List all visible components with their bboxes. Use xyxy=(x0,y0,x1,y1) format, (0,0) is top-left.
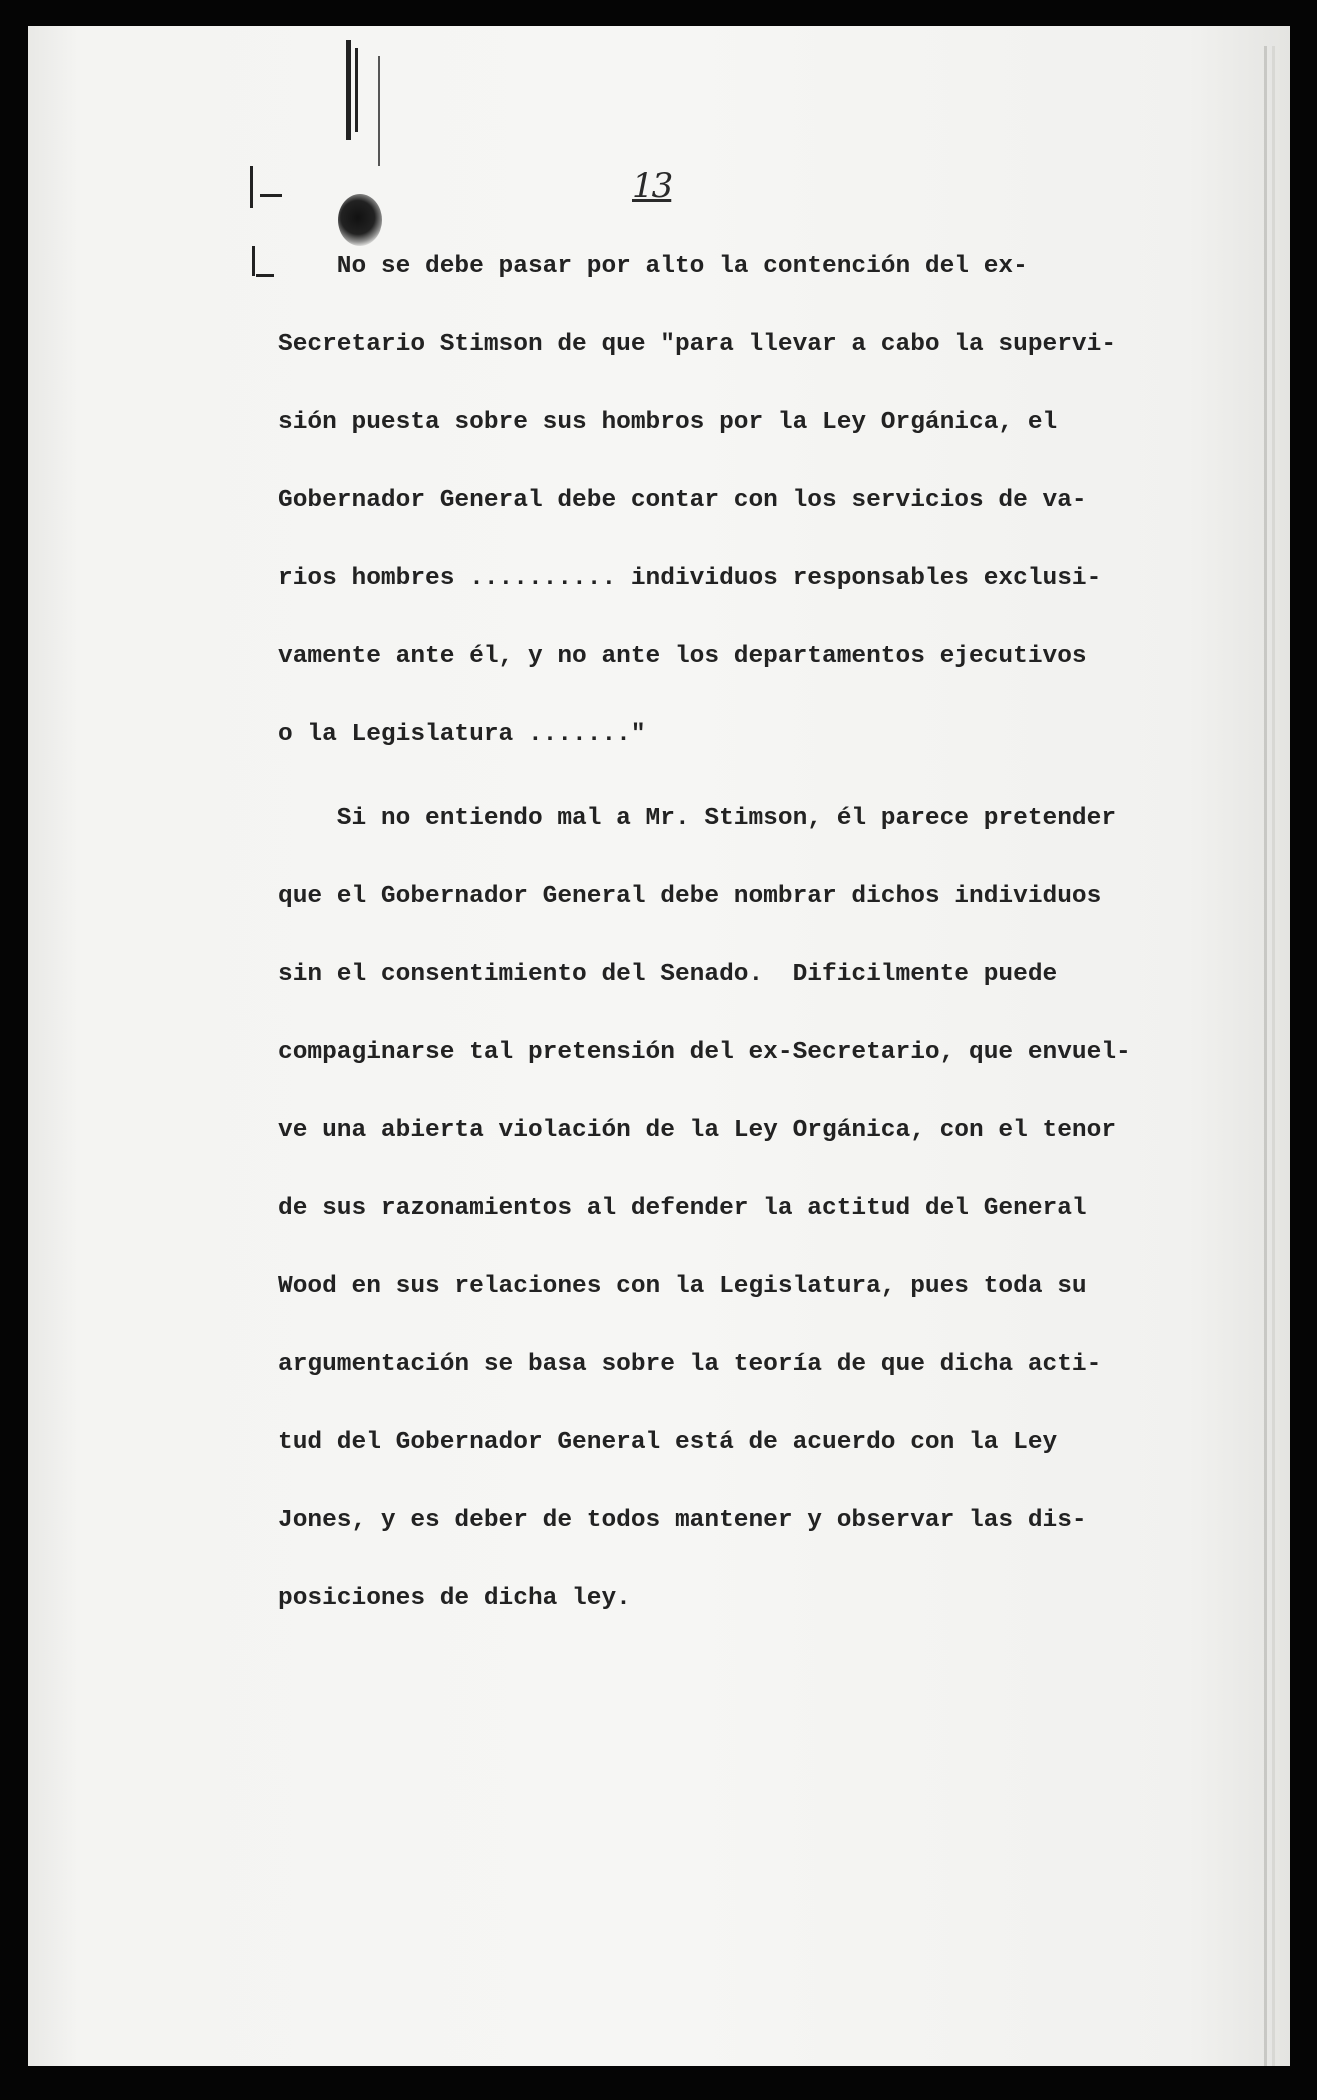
margin-mark xyxy=(256,274,274,277)
text-line: compaginarse tal pretensión del ex-Secretario, que envuel- xyxy=(278,1039,1131,1066)
margin-mark xyxy=(250,166,253,208)
text-line: Jones, y es deber de todos mantener y observar las dis- xyxy=(278,1507,1087,1534)
page-edge-shadow xyxy=(1264,46,1267,2066)
text-line: argumentación se basa sobre la teoría de que dicha acti- xyxy=(278,1351,1102,1378)
margin-mark xyxy=(260,194,282,197)
text-line: o la Legislatura ......." xyxy=(278,721,646,748)
text-line: Gobernador General debe contar con los servicios de va- xyxy=(278,487,1087,514)
text-line: rios hombres .......... individuos responsables exclusi- xyxy=(278,565,1102,592)
text-line: sión puesta sobre sus hombros por la Ley Orgánica, el xyxy=(278,409,1058,436)
paper-page xyxy=(28,26,1290,2066)
margin-mark xyxy=(355,48,358,132)
text-line: Wood en sus relaciones con la Legislatura, pues toda su xyxy=(278,1273,1087,1300)
text-line: ve una abierta violación de la Ley Orgánica, con el tenor xyxy=(278,1117,1117,1144)
margin-mark xyxy=(346,40,351,140)
text-line: Si no entiendo mal a Mr. Stimson, él parece pretender xyxy=(278,805,1117,832)
ink-blot xyxy=(338,194,382,246)
margin-mark xyxy=(378,56,380,166)
text-line: posiciones de dicha ley. xyxy=(278,1585,631,1612)
text-line: de sus razonamientos al defender la actitud del General xyxy=(278,1195,1087,1222)
text-line: No se debe pasar por alto la contención del ex- xyxy=(278,253,1028,280)
text-line: sin el consentimiento del Senado. Dificilmente puede xyxy=(278,961,1058,988)
text-line: tud del Gobernador General está de acuerdo con la Ley xyxy=(278,1429,1058,1456)
text-line: Secretario Stimson de que "para llevar a cabo la supervi- xyxy=(278,331,1117,358)
page-edge-shadow xyxy=(1272,46,1275,2066)
text-line: vamente ante él, y no ante los departamentos ejecutivos xyxy=(278,643,1087,670)
page-number: 13 xyxy=(632,166,672,206)
text-line: que el Gobernador General debe nombrar dichos individuos xyxy=(278,883,1102,910)
margin-mark xyxy=(252,246,255,276)
